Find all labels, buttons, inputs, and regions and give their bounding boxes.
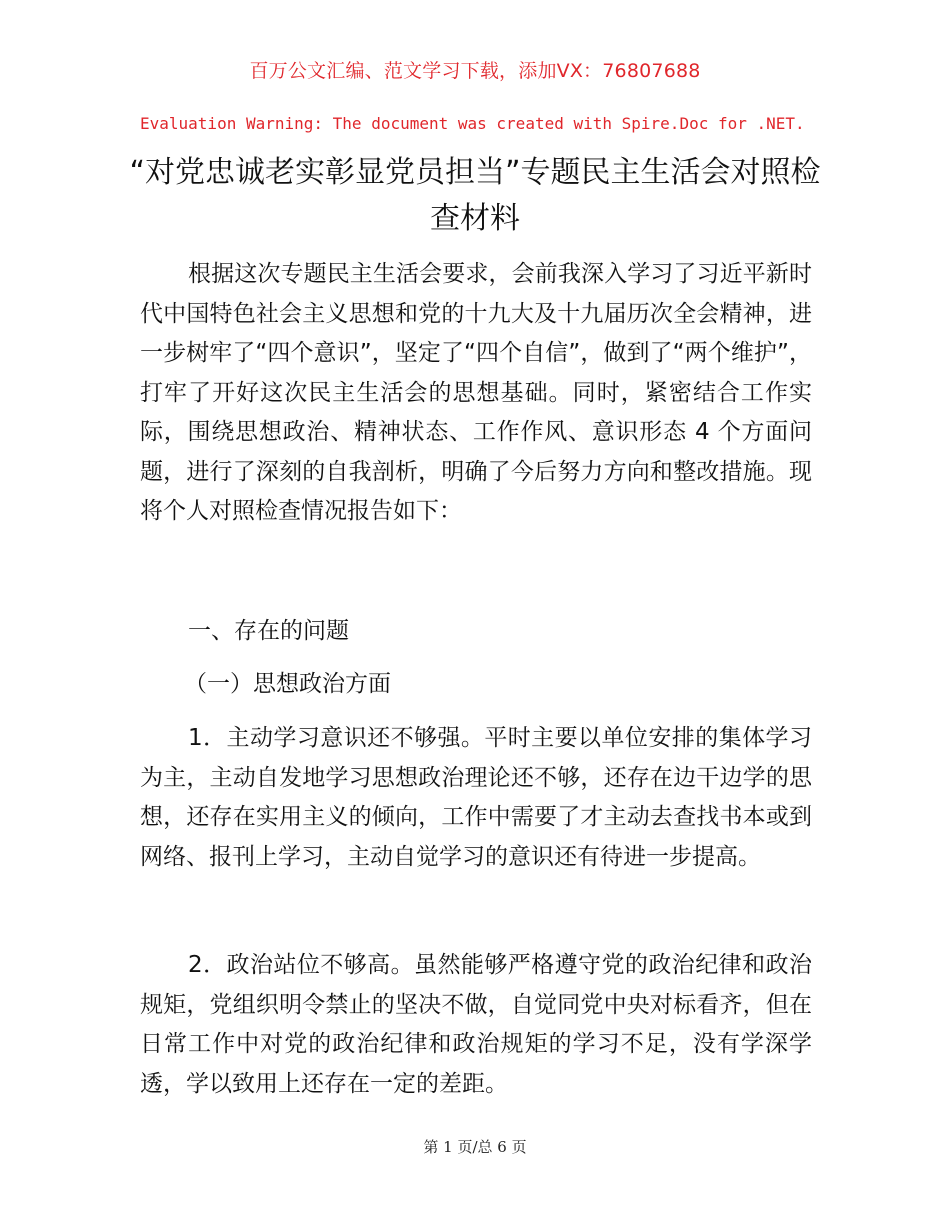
promo-header: 百万公文汇编、范文学习下载，添加VX：76807688	[249, 60, 701, 82]
page-number: 第 1 页/总 6 页	[423, 1138, 527, 1156]
section-heading: 一、存在的问题	[188, 618, 349, 644]
point-1-paragraph: 1．主动学习意识还不够强。平时主要以单位安排的集体学习为主，主动自发地学习思想政治理论还不够，还存在边干边学的思想，还存在实用主义的倾向，工作中需要了才主动去查找书本或到网络、报刊上学习，主动自觉学习的意识还有待进一步提高。	[140, 725, 812, 870]
document-title: “对党忠诚老实彰显党员担当”专题民主生活会对照检查材料	[129, 155, 821, 236]
point-2-paragraph: 2．政治站位不够高。虽然能够严格遵守党的政治纪律和政治规矩，党组织明令禁止的坚决不做，自觉同党中央对标看齐，但在日常工作中对党的政治纪律和政治规矩的学习不足，没有学深学透，学以致用上还存在一定的差距。	[140, 952, 812, 1097]
subsection-heading: （一）思想政治方面	[184, 671, 391, 697]
evaluation-warning: Evaluation Warning: The document was created with Spire.Doc for .NET.	[140, 114, 805, 133]
intro-paragraph: 根据这次专题民主生活会要求，会前我深入学习了习近平新时代中国特色社会主义思想和党的十九大及十九届历次全会精神，进一步树牢了“四个意识”，坚定了“四个自信”，做到了“两个维护”，打牢了开好这次民主生活会的思想基础。同时，紧密结合工作实际，围绕思想政治、精神状态、工作作风、意识形态 4 个方面问题，进行了深刻的自我剖析，明确了今后努力方向和整改措施。现将个人对照检查情况报告如下：	[140, 261, 812, 524]
